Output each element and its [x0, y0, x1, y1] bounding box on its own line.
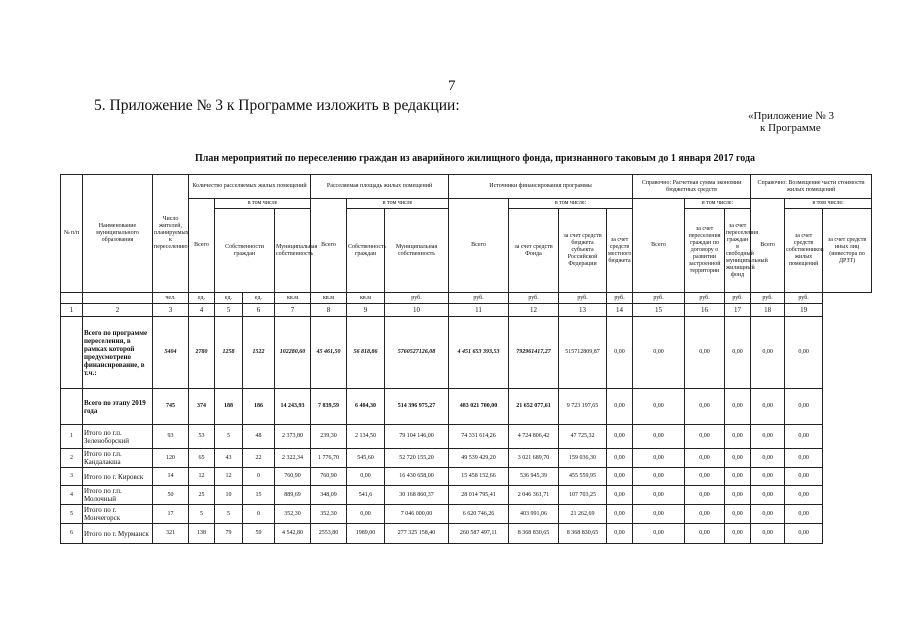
value-cell: 0,00: [607, 486, 633, 505]
unit-cell: руб.: [685, 293, 725, 304]
value-cell: 1989,00: [347, 524, 385, 544]
value-cell: 0,00: [785, 317, 823, 389]
value-cell: 0,00: [725, 505, 751, 524]
value-cell: 0,00: [751, 486, 785, 505]
unit-cell: руб.: [633, 293, 685, 304]
header-name: Наименование муниципального образования: [83, 175, 153, 293]
value-cell: 277 325 158,40: [385, 524, 449, 544]
value-cell: 0,00: [725, 449, 751, 468]
column-number-cell: 13: [559, 304, 607, 317]
value-cell: 0,00: [725, 425, 751, 449]
table-title: План мероприятий по переселению граждан из аварийного жилищного фонда, признанного таковым до 1 января 2017 года: [194, 153, 756, 164]
table-row: [61, 449, 872, 468]
value-cell: 93: [153, 425, 189, 449]
value-cell: 6 620 746,26: [449, 505, 509, 524]
unit-cell: ед.: [243, 293, 275, 304]
value-cell: 15 458 152,66: [449, 468, 509, 486]
value-cell: 120: [153, 449, 189, 468]
value-cell: 0,00: [607, 449, 633, 468]
table-row: [61, 505, 872, 524]
row-number: [61, 317, 83, 389]
value-cell: 79: [215, 524, 243, 544]
unit-cell: руб.: [785, 293, 823, 304]
unit-cell: ед.: [189, 293, 215, 304]
value-cell: 515712809,87: [559, 317, 607, 389]
value-cell: 107 703,25: [559, 486, 607, 505]
header-area-incl: в том числе: [347, 199, 449, 209]
value-cell: 9 723 197,65: [559, 389, 607, 425]
unit-cell: руб.: [751, 293, 785, 304]
unit-cell: руб.: [509, 293, 559, 304]
value-cell: 3 021 689,70: [509, 449, 559, 468]
header-finance-incl: в том числе:: [509, 199, 633, 209]
column-number-cell: 7: [275, 304, 311, 317]
value-cell: 56 818,86: [347, 317, 385, 389]
value-cell: 12: [215, 468, 243, 486]
value-cell: 43: [215, 449, 243, 468]
value-cell: 6 404,30: [347, 389, 385, 425]
value-cell: 0,00: [785, 524, 823, 544]
header-regional-budget: за счет средств бюджета субъекта Российской Федерации: [559, 209, 607, 293]
value-cell: 15: [243, 486, 275, 505]
appendix-note-line: «Приложение № 3: [748, 110, 835, 122]
value-cell: 374: [189, 389, 215, 425]
header-saving-free-fund: за счет переселения граждан в свободный муниципальный жилищный фонд: [725, 209, 751, 293]
header-saving-contract: за счет переселения граждан по договору о развитии застроенной территории: [685, 209, 725, 293]
column-number-row: [61, 304, 872, 317]
value-cell: 403 991,06: [509, 505, 559, 524]
column-number-cell: 10: [385, 304, 449, 317]
value-cell: 1522: [243, 317, 275, 389]
value-cell: 0,00: [685, 317, 725, 389]
value-cell: 0,00: [785, 468, 823, 486]
value-cell: 0,00: [785, 389, 823, 425]
value-cell: 25: [189, 486, 215, 505]
value-cell: 0,00: [633, 449, 685, 468]
value-cell: 321: [153, 524, 189, 544]
row-number: 2: [61, 449, 83, 468]
value-cell: 352,30: [275, 505, 311, 524]
header-savings-incl: в том числе:: [685, 199, 751, 209]
value-cell: 52 720 155,20: [385, 449, 449, 468]
value-cell: 0,00: [725, 486, 751, 505]
value-cell: 2780: [189, 317, 215, 389]
value-cell: 7 839,59: [311, 389, 347, 425]
value-cell: 0,00: [751, 524, 785, 544]
unit-cell: ед.: [215, 293, 243, 304]
value-cell: 260 587 497,11: [449, 524, 509, 544]
header-compensation-incl: в том числе:: [785, 199, 872, 209]
value-cell: 2 134,50: [347, 425, 385, 449]
value-cell: 0,00: [347, 505, 385, 524]
value-cell: 49 539 429,20: [449, 449, 509, 468]
value-cell: 5: [189, 505, 215, 524]
value-cell: 0,00: [607, 505, 633, 524]
table-row: [61, 524, 872, 544]
header-rooms-incl: в том числе: [215, 199, 311, 209]
value-cell: 0,00: [685, 524, 725, 544]
value-cell: 14: [153, 468, 189, 486]
value-cell: 188: [215, 389, 243, 425]
header-finance-group: Источники финансирования программы: [449, 175, 633, 199]
value-cell: 545,60: [347, 449, 385, 468]
table-row: [61, 468, 872, 486]
value-cell: 0,00: [785, 425, 823, 449]
units-row: [61, 293, 872, 304]
value-cell: 7 046 000,00: [385, 505, 449, 524]
value-cell: 0,00: [633, 468, 685, 486]
unit-cell: кв.м: [311, 293, 347, 304]
value-cell: 483 021 700,00: [449, 389, 509, 425]
column-number-cell: 4: [189, 304, 215, 317]
column-number-cell: 9: [347, 304, 385, 317]
unit-cell: руб.: [725, 293, 751, 304]
value-cell: 0,00: [607, 425, 633, 449]
value-cell: 4 451 653 393,53: [449, 317, 509, 389]
value-cell: 28 014 795,41: [449, 486, 509, 505]
resettlement-plan-table: [60, 174, 872, 544]
column-number-cell: 2: [83, 304, 153, 317]
municipality-name: Итого по г.п. Зеленоборский: [83, 425, 153, 449]
value-cell: 21 652 077,61: [509, 389, 559, 425]
header-rooms-municipal: Муниципальная собственность: [275, 209, 311, 293]
value-cell: 5760527126,08: [385, 317, 449, 389]
value-cell: 2 322,34: [275, 449, 311, 468]
value-cell: 138: [189, 524, 215, 544]
value-cell: 159 036,30: [559, 449, 607, 468]
value-cell: 21 262,69: [559, 505, 607, 524]
header-num: № п/п: [61, 175, 83, 293]
row-number: 4: [61, 486, 83, 505]
municipality-name: Итого по г. Мурманск: [83, 524, 153, 544]
table-row: [61, 486, 872, 505]
value-cell: 792961417,27: [509, 317, 559, 389]
value-cell: 0,00: [633, 389, 685, 425]
municipality-name: Итого по г.п. Кандалакша: [83, 449, 153, 468]
value-cell: 0,00: [751, 425, 785, 449]
value-cell: 2 373,80: [275, 425, 311, 449]
value-cell: 0,00: [633, 524, 685, 544]
column-number-cell: 1: [61, 304, 83, 317]
value-cell: 74 331 614,26: [449, 425, 509, 449]
value-cell: 10: [215, 486, 243, 505]
column-number-cell: 15: [633, 304, 685, 317]
header-residents: Число жителей, планируемых к переселению: [153, 175, 189, 293]
column-number-cell: 8: [311, 304, 347, 317]
unit-cell: руб.: [559, 293, 607, 304]
value-cell: 0,00: [725, 389, 751, 425]
unit-cell: руб.: [607, 293, 633, 304]
value-cell: 0,00: [751, 505, 785, 524]
column-number-cell: 3: [153, 304, 189, 317]
value-cell: 0,00: [607, 389, 633, 425]
appendix-note: [748, 110, 834, 134]
value-cell: 0,00: [685, 425, 725, 449]
municipality-name: Итого по г. Мончегорск: [83, 505, 153, 524]
value-cell: 889,69: [275, 486, 311, 505]
unit-cell-empty: [61, 293, 83, 304]
header-finance-total: Всего: [449, 199, 509, 293]
value-cell: 8 368 830,65: [509, 524, 559, 544]
row-number: [61, 389, 83, 425]
value-cell: 536 945,39: [509, 468, 559, 486]
header-area-total: Всего: [311, 199, 347, 293]
unit-cell: кв.м: [347, 293, 385, 304]
value-cell: 0,00: [685, 389, 725, 425]
value-cell: 514 396 975,27: [385, 389, 449, 425]
column-number-cell: 18: [751, 304, 785, 317]
value-cell: 0,00: [785, 449, 823, 468]
value-cell: 8 368 830,65: [559, 524, 607, 544]
row-number: 3: [61, 468, 83, 486]
value-cell: 30 168 860,37: [385, 486, 449, 505]
value-cell: 17: [153, 505, 189, 524]
header-area-group: Расселяемая площадь жилых помещений: [311, 175, 449, 199]
value-cell: 0,00: [751, 468, 785, 486]
value-cell: 1258: [215, 317, 243, 389]
municipality-name: Всего по программе переселения, в рамках которой предусмотрено финансирование, в т.ч.:: [83, 317, 153, 389]
column-number-cell: 6: [243, 304, 275, 317]
unit-cell: руб.: [385, 293, 449, 304]
value-cell: 0,00: [785, 486, 823, 505]
value-cell: 65: [189, 449, 215, 468]
value-cell: 50: [153, 486, 189, 505]
value-cell: 5: [215, 505, 243, 524]
value-cell: 0: [243, 505, 275, 524]
value-cell: 4 724 806,42: [509, 425, 559, 449]
value-cell: 0,00: [685, 505, 725, 524]
value-cell: 455 559,95: [559, 468, 607, 486]
value-cell: 14 243,93: [275, 389, 311, 425]
table-row: [61, 425, 872, 449]
value-cell: 53: [189, 425, 215, 449]
header-compensation-group: Справочно: Возмещение части стоимости жилых помещений: [751, 175, 872, 199]
row-number: 5: [61, 505, 83, 524]
value-cell: 0,00: [751, 389, 785, 425]
value-cell: 59: [243, 524, 275, 544]
column-number-cell: 11: [449, 304, 509, 317]
value-cell: 12: [189, 468, 215, 486]
value-cell: 5404: [153, 317, 189, 389]
value-cell: 79 104 146,00: [385, 425, 449, 449]
value-cell: 2 046 361,71: [509, 486, 559, 505]
unit-cell: чел.: [153, 293, 189, 304]
value-cell: 0,00: [751, 317, 785, 389]
row-number: 6: [61, 524, 83, 544]
value-cell: 0,00: [607, 468, 633, 486]
header-comp-others: за счет средств иных лиц (инвестора по ДРЗТ): [823, 209, 872, 293]
value-cell: 0,00: [685, 486, 725, 505]
column-number-cell: 16: [685, 304, 725, 317]
column-number-cell: 5: [215, 304, 243, 317]
header-savings-total: Всего: [633, 199, 685, 293]
value-cell: 760,90: [275, 468, 311, 486]
value-cell: 22: [243, 449, 275, 468]
value-cell: 48: [243, 425, 275, 449]
appendix-note-line: к Программе: [760, 122, 821, 134]
value-cell: 0,00: [725, 468, 751, 486]
value-cell: 0,00: [633, 486, 685, 505]
section-heading: 5. Приложение № 3 к Программе изложить в редакции:: [94, 97, 460, 114]
value-cell: 239,30: [311, 425, 347, 449]
value-cell: 16 430 658,00: [385, 468, 449, 486]
column-number-cell: 17: [725, 304, 751, 317]
value-cell: 0,00: [751, 449, 785, 468]
value-cell: 0,00: [785, 505, 823, 524]
value-cell: 5: [215, 425, 243, 449]
value-cell: 2553,80: [311, 524, 347, 544]
page-number: 7: [448, 78, 456, 94]
value-cell: 186: [243, 389, 275, 425]
value-cell: 760,90: [311, 468, 347, 486]
value-cell: 0,00: [347, 468, 385, 486]
value-cell: 45 461,50: [311, 317, 347, 389]
unit-cell-empty: [83, 293, 153, 304]
table-row: [61, 317, 872, 389]
value-cell: 0,00: [633, 505, 685, 524]
header-compensation-total: Всего: [751, 199, 785, 293]
header-rooms-total: Всего: [189, 199, 215, 293]
value-cell: 0,00: [633, 425, 685, 449]
header-area-municipal: Муниципальная собственность: [385, 209, 449, 293]
table-row: [61, 389, 872, 425]
value-cell: 4 542,80: [275, 524, 311, 544]
municipality-name: Итого по г. Кировск: [83, 468, 153, 486]
value-cell: 0,00: [633, 317, 685, 389]
value-cell: 745: [153, 389, 189, 425]
header-savings-group: Справочно: Расчетная сумма экономии бюджетных средств: [633, 175, 751, 199]
value-cell: 47 725,32: [559, 425, 607, 449]
value-cell: 0,00: [725, 524, 751, 544]
value-cell: 0,00: [685, 468, 725, 486]
value-cell: 0,00: [725, 317, 751, 389]
municipality-name: Итого по г.п. Молочный: [83, 486, 153, 505]
header-area-private: Собственность граждан: [347, 209, 385, 293]
column-number-cell: 14: [607, 304, 633, 317]
header-comp-owners: за счет средств собственников жилых помещений: [785, 209, 823, 293]
value-cell: 0,00: [607, 317, 633, 389]
value-cell: 541,6: [347, 486, 385, 505]
header-rooms-private: Собственности граждан: [215, 209, 275, 293]
header-fund: за счет средств Фонда: [509, 209, 559, 293]
value-cell: 352,30: [311, 505, 347, 524]
header-rooms-group: Количество расселяемых жилых помещений: [189, 175, 311, 199]
value-cell: 102280,60: [275, 317, 311, 389]
column-number-cell: 19: [785, 304, 823, 317]
municipality-name: Всего по этапу 2019 года: [83, 389, 153, 425]
value-cell: 348,09: [311, 486, 347, 505]
unit-cell: кв.м: [275, 293, 311, 304]
column-number-cell: 12: [509, 304, 559, 317]
header-local-budget: за счет средств местного бюджета: [607, 209, 633, 293]
unit-cell: руб.: [449, 293, 509, 304]
value-cell: 1 776,70: [311, 449, 347, 468]
row-number: 1: [61, 425, 83, 449]
value-cell: 0,00: [685, 449, 725, 468]
value-cell: 0: [243, 468, 275, 486]
value-cell: 0,00: [607, 524, 633, 544]
